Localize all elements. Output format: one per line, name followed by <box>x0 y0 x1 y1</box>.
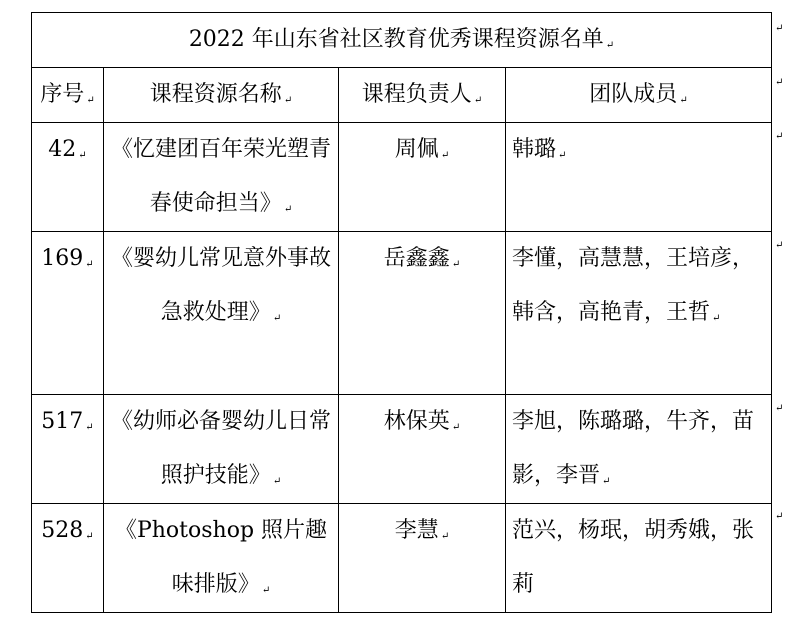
table-row <box>32 395 772 504</box>
row-number: 169 ↵ <box>32 232 104 395</box>
row-end-mark-icon: ↵ <box>775 77 784 88</box>
title-row <box>32 13 772 68</box>
course-lead: 李慧 ↵ <box>339 504 506 613</box>
paragraph-mark-icon: ↵ <box>605 40 615 51</box>
table-row <box>32 504 772 613</box>
row-number: 42 ↵ <box>32 123 104 232</box>
course-lead: 岳鑫鑫 ↵ <box>339 232 506 395</box>
paragraph-mark-icon: ↵ <box>712 313 721 324</box>
paragraph-mark-icon: ↵ <box>440 531 450 542</box>
row-end-mark-icon: ↵ <box>775 511 784 522</box>
paragraph-mark-icon: ↵ <box>558 150 567 161</box>
team-members: 李懂，高慧慧，王培彦，韩含，高艳青，王哲 ↵ <box>506 232 772 395</box>
header-number: 序号 ↵ <box>32 68 104 123</box>
header-members: 团队成员 ↵ <box>506 68 772 123</box>
course-resource-table <box>31 12 772 613</box>
paragraph-mark-icon: ↵ <box>283 95 293 106</box>
team-members: 范兴，杨珉，胡秀娥，张莉 <box>506 504 772 613</box>
team-members: 李旭，陈璐璐，牛齐，苗影，李晋 ↵ <box>506 395 772 504</box>
header-lead: 课程负责人 ↵ <box>339 68 506 123</box>
team-members: 韩璐 ↵ <box>506 123 772 232</box>
row-end-mark-icon: ↵ <box>775 403 784 414</box>
paragraph-mark-icon: ↵ <box>473 95 483 106</box>
paragraph-mark-icon: ↵ <box>440 150 450 161</box>
table-title: 2022 年山东省社区教育优秀课程资源名单 <box>188 27 604 52</box>
paragraph-mark-icon: ↵ <box>78 150 87 161</box>
header-row <box>32 68 772 123</box>
paragraph-mark-icon: ↵ <box>85 422 94 433</box>
course-name: 《婴幼儿常见意外事故急救处理》 ↵ <box>104 232 339 395</box>
course-lead: 林保英 ↵ <box>339 395 506 504</box>
table-row <box>32 123 772 232</box>
paragraph-mark-icon: ↵ <box>451 422 461 433</box>
paragraph-mark-icon: ↵ <box>261 585 271 596</box>
table-row <box>32 232 772 395</box>
paragraph-mark-icon: ↵ <box>85 259 94 270</box>
paragraph-mark-icon: ↵ <box>272 476 282 487</box>
paragraph-mark-icon: ↵ <box>679 95 688 106</box>
paragraph-mark-icon: ↵ <box>451 259 461 270</box>
paragraph-mark-icon: ↵ <box>602 476 611 487</box>
course-name: 《忆建团百年荣光塑青春使命担当》 ↵ <box>104 123 339 232</box>
row-number: 528 ↵ <box>32 504 104 613</box>
paragraph-mark-icon: ↵ <box>283 204 293 215</box>
row-end-mark-icon: ↵ <box>775 131 784 142</box>
paragraph-mark-icon: ↵ <box>85 531 94 542</box>
course-lead: 周佩 ↵ <box>339 123 506 232</box>
course-name: 《幼师必备婴幼儿日常照护技能》 ↵ <box>104 395 339 504</box>
row-end-mark-icon: ↵ <box>775 23 784 34</box>
header-course: 课程资源名称 ↵ <box>104 68 339 123</box>
table-title-cell <box>32 13 772 68</box>
row-end-mark-icon: ↵ <box>775 240 784 251</box>
paragraph-mark-icon: ↵ <box>272 313 282 324</box>
paragraph-mark-icon: ↵ <box>86 95 95 106</box>
row-number: 517 ↵ <box>32 395 104 504</box>
course-name: 《Photoshop 照片趣味排版》 ↵ <box>104 504 339 613</box>
